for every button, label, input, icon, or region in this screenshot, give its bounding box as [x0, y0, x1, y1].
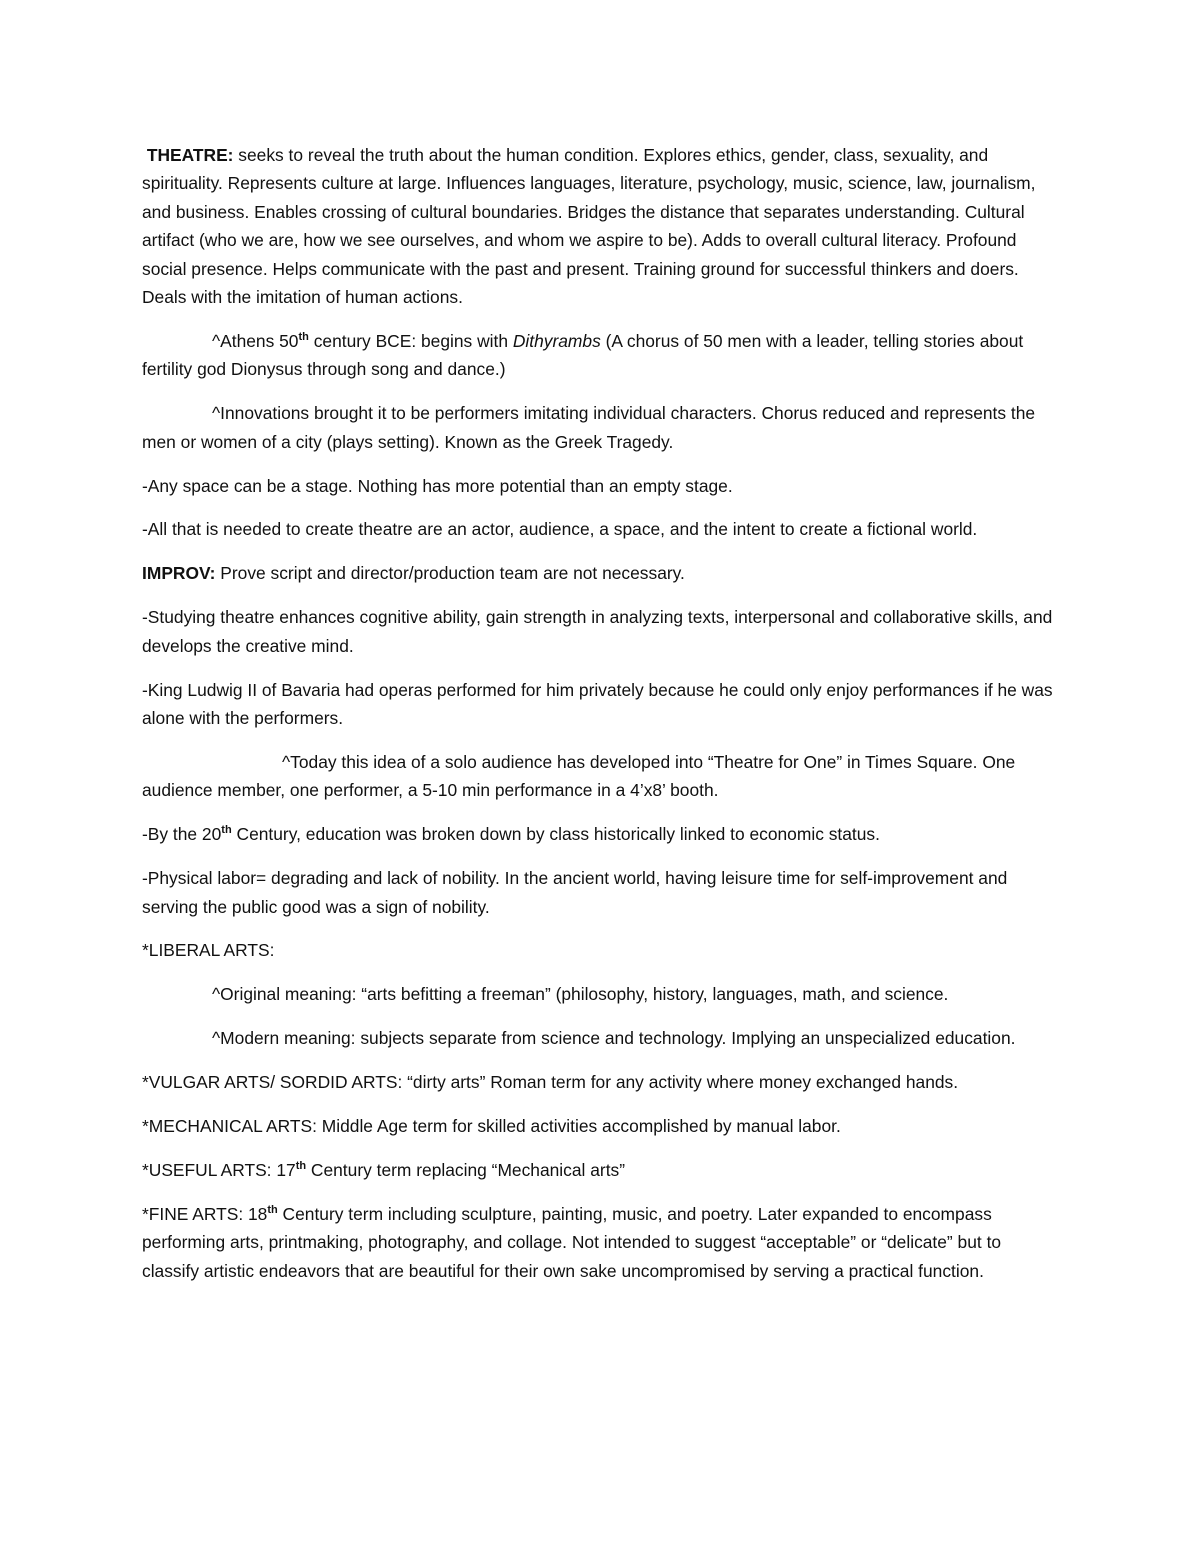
- paragraph-theatre-for-one: ^Today this idea of a solo audience has developed into “Theatre for One” in Times Square. One audience member, one performer, a 5-10 min performance in a 4’x8’ booth.: [142, 751, 1016, 801]
- paragraph-20th-century: [142, 820, 1062, 848]
- paragraph-theatre: [142, 141, 1062, 311]
- paragraph-innovations: ^Innovations brought it to be performers imitating individual characters. Chorus reduced and represents the men or women of a city (plays setting). Known as the Greek Tragedy.: [142, 403, 1036, 452]
- paragraph-useful-arts: [142, 1156, 1062, 1184]
- paragraph-studying-theatre: -Studying theatre enhances cognitive ability, gain strength in analyzing texts, interpersonal and collaborative skills, and develops the creative mind.: [142, 607, 1053, 656]
- paragraph-king-ludwig: -King Ludwig II of Bavaria had operas performed for him privately because he could only enjoy performances if he was alone with the performers.: [142, 679, 1053, 728]
- paragraph-original-meaning: ^Original meaning: “arts befitting a freeman” (philosophy, history, languages, math, and science.: [212, 984, 949, 1005]
- fine-arts-text-a: *FINE ARTS: 18: [142, 1203, 268, 1224]
- paragraph-physical-labor: -Physical labor= degrading and lack of nobility. In the ancient world, having leisure time for self-improvement and serving the public good was a sign of nobility.: [142, 868, 1008, 917]
- century-superscript: th: [221, 824, 232, 837]
- useful-arts-text-b: Century term replacing “Mechanical arts”: [306, 1159, 626, 1180]
- term-improv: IMPROV:: [142, 563, 216, 584]
- paragraph-improv: [142, 559, 1062, 587]
- paragraph-all-needed: -All that is needed to create theatre are an actor, audience, a space, and the intent to create a fictional world.: [142, 519, 978, 540]
- document-body: [142, 141, 1062, 1301]
- useful-arts-superscript: th: [295, 1160, 307, 1173]
- paragraph-mechanical-arts: *MECHANICAL ARTS: Middle Age term for skilled activities accomplished by manual labor.: [142, 1116, 841, 1137]
- theatre-definition: seeks to reveal the truth about the human condition. Explores ethics, gender, class, sexuality, and spirituality. Represents culture at large. Influences languages, literature, psychology, music, science, law, journalism, and business. Enables crossing of cultural boundaries. Bridges the distance that separates understanding. Cultural artifact (who we are, how we see ourselves, and whom we aspire to be). Adds to overall cultural literacy. Profound social presence. Helps communicate with the past and present. Training ground for successful thinkers and doers. Deals with the imitation of human actions.: [142, 145, 1036, 308]
- useful-arts-text-a: *USEFUL ARTS: 17: [142, 1159, 296, 1180]
- athens-text-a: ^Athens 50: [212, 330, 299, 351]
- paragraph-modern-meaning: ^Modern meaning: subjects separate from science and technology. Implying an unspecialized education.: [212, 1028, 1016, 1049]
- improv-definition: Prove script and director/production team are not necessary.: [215, 563, 685, 584]
- fine-arts-text-b: Century term including sculpture, painting, music, and poetry. Later expanded to encompass performing arts, printmaking, photography, and collage. Not intended to suggest “acceptable” or “delicate” but to classify artistic endeavors that are beautiful for their own sake uncompromised by serving a practical function.: [142, 1203, 1002, 1281]
- athens-text-b: century BCE: begins with: [308, 330, 513, 351]
- heading-liberal-arts: *LIBERAL ARTS:: [142, 940, 275, 961]
- paragraph-vulgar-arts: *VULGAR ARTS/ SORDID ARTS: “dirty arts” Roman term for any activity where money exchanged hands.: [142, 1072, 959, 1093]
- century-text-b: Century, education was broken down by class historically linked to economic status.: [231, 824, 880, 845]
- athens-superscript: th: [298, 331, 309, 344]
- paragraph-athens: [142, 327, 1062, 384]
- century-text-a: -By the 20: [142, 824, 222, 845]
- term-theatre: THEATRE:: [146, 145, 234, 165]
- paragraph-fine-arts: [142, 1200, 1062, 1285]
- paragraph-any-space: -Any space can be a stage. Nothing has more potential than an empty stage.: [142, 475, 733, 496]
- dithyrambs-term: Dithyrambs: [512, 330, 601, 351]
- athens-text-c: (A chorus of 50 men with a leader, telling stories about fertility god Dionysus through song and dance.): [142, 330, 1024, 380]
- fine-arts-superscript: th: [267, 1204, 278, 1217]
